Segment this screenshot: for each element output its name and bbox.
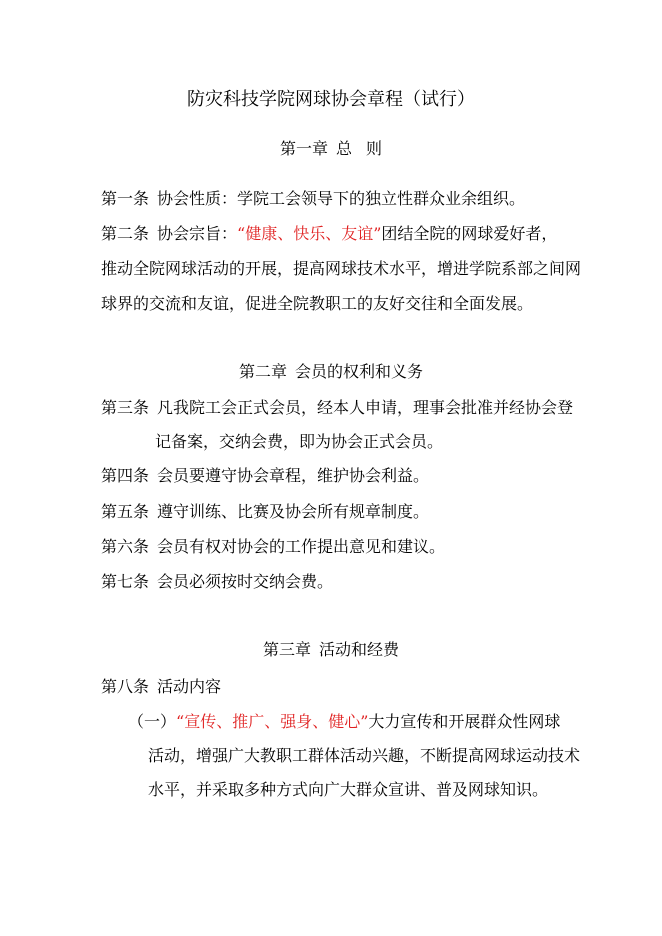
item-1-line-2: 活动，增强广大教职工群体活动兴趣，不断提高网球运动技术 (148, 746, 581, 765)
chapter-3-title: 活动和经费 (319, 640, 400, 659)
article-4 (101, 466, 429, 486)
article-7 (101, 572, 333, 592)
article-2-line-3: 球界的交流和友谊，促进全院教职工的友好交往和全面发展。 (101, 294, 534, 313)
chapter-2-title: 会员的权利和义务 (295, 362, 424, 381)
article-3-line-2: 记备案，交纳会费，即为协会正式会员。 (155, 432, 444, 451)
chapter-3-number: 第三章 (262, 640, 311, 659)
article-7-text: 会员必须按时交纳会费。 (157, 572, 334, 591)
item-1-motto: “宣传、推广、强身、健心” (176, 712, 369, 731)
item-1-line-3: 水平，并采取多种方式向广大群众宣讲、普及网球知识。 (148, 780, 549, 799)
chapter-1-title-part-2: 则 (366, 139, 383, 158)
article-7-label: 第七条 (101, 572, 150, 591)
chapter-1-heading (0, 139, 662, 159)
article-6-text: 会员有权对协会的工作提出意见和建议。 (157, 537, 446, 556)
article-1 (101, 189, 525, 209)
article-5-text: 遵守训练、比赛及协会所有规章制度。 (157, 502, 430, 521)
article-2-motto: “健康、快乐、友谊” (237, 224, 382, 243)
article-8 (101, 677, 221, 697)
chapter-3-heading (0, 640, 662, 660)
document-title: 防灾科技学院网球协会章程（试行） (187, 89, 475, 110)
article-6 (101, 537, 445, 557)
article-5-label: 第五条 (101, 502, 150, 521)
article-4-text: 会员要遵守协会章程，维护协会利益。 (157, 466, 430, 485)
article-1-text: 协会性质：学院工会领导下的独立性群众业余组织。 (157, 189, 526, 208)
chapter-1-number: 第一章 (279, 139, 328, 158)
article-3-text: 凡我院工会正式会员，经本人申请，理事会批准并经协会登 (157, 398, 574, 417)
article-1-label: 第一条 (101, 189, 150, 208)
article-8-text: 活动内容 (157, 677, 222, 696)
article-2 (101, 224, 557, 244)
article-2-suffix: 团结全院的网球爱好者， (381, 224, 558, 243)
article-2-prefix: 协会宗旨： (157, 224, 238, 243)
article-2-label: 第二条 (101, 224, 150, 243)
article-6-label: 第六条 (101, 537, 150, 556)
article-2-line-2: 推动全院网球活动的开展，提高网球技术水平，增进学院系部之间网 (101, 259, 582, 278)
chapter-2-heading (0, 362, 662, 382)
chapter-2-number: 第二章 (238, 362, 287, 381)
item-1-marker: （一） (128, 712, 177, 731)
item-1 (128, 712, 560, 732)
chapter-1-title-part-1: 总 (335, 139, 352, 158)
article-3-label: 第三条 (101, 398, 150, 417)
article-3 (101, 398, 573, 418)
article-5 (101, 502, 429, 522)
article-4-label: 第四条 (101, 466, 150, 485)
article-8-label: 第八条 (101, 677, 150, 696)
item-1-suffix: 大力宣传和开展群众性网球 (368, 712, 561, 731)
